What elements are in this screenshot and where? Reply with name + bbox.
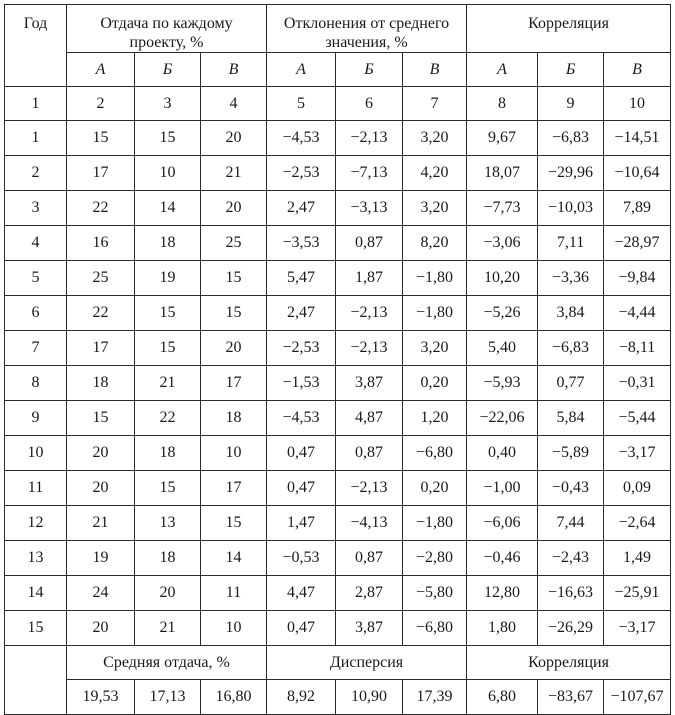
column-number-cell: 8 — [467, 87, 538, 121]
footer-value-cell: 17,39 — [403, 680, 467, 715]
sub-header-cell: Б — [135, 53, 201, 87]
sub-header-cell: Б — [336, 53, 403, 87]
value-cell: 15 — [201, 506, 267, 541]
value-cell: 16 — [67, 226, 135, 261]
value-cell: 22 — [67, 296, 135, 331]
value-cell: 20 — [201, 121, 267, 156]
value-cell: −29,96 — [538, 156, 604, 191]
table-row — [5, 226, 671, 261]
value-cell: 15 — [135, 121, 201, 156]
value-cell: 24 — [67, 576, 135, 611]
year-cell: 14 — [5, 576, 67, 611]
value-cell: 15 — [201, 296, 267, 331]
value-cell: 3,20 — [403, 331, 467, 366]
footer-value-cell: −83,67 — [538, 680, 604, 715]
value-cell: −2,64 — [604, 506, 671, 541]
table-row — [5, 401, 671, 436]
value-cell: −0,31 — [604, 366, 671, 401]
value-cell: 4,20 — [403, 156, 467, 191]
value-cell: 18,07 — [467, 156, 538, 191]
value-cell: −26,29 — [538, 611, 604, 646]
value-cell: 17 — [201, 366, 267, 401]
value-cell: −5,80 — [403, 576, 467, 611]
value-cell: −0,53 — [267, 541, 336, 576]
column-number-cell: 3 — [135, 87, 201, 121]
value-cell: −2,53 — [267, 331, 336, 366]
value-cell: 10 — [135, 156, 201, 191]
value-cell: 0,47 — [267, 436, 336, 471]
year-cell: 11 — [5, 471, 67, 506]
year-cell: 2 — [5, 156, 67, 191]
value-cell: −7,13 — [336, 156, 403, 191]
year-header: Год — [5, 5, 67, 87]
value-cell: 0,87 — [336, 226, 403, 261]
header-row — [5, 5, 671, 53]
table-row — [5, 191, 671, 226]
value-cell: 15 — [201, 261, 267, 296]
data-table — [4, 4, 671, 715]
value-cell: −5,44 — [604, 401, 671, 436]
value-cell: 0,77 — [538, 366, 604, 401]
sub-header-cell: А — [267, 53, 336, 87]
value-cell: 20 — [67, 471, 135, 506]
value-cell: 25 — [67, 261, 135, 296]
column-number-row — [5, 87, 671, 121]
footer-value-cell: 10,90 — [336, 680, 403, 715]
value-cell: 7,44 — [538, 506, 604, 541]
value-cell: −2,13 — [336, 121, 403, 156]
table-row — [5, 121, 671, 156]
value-cell: −5,89 — [538, 436, 604, 471]
column-number-cell: 5 — [267, 87, 336, 121]
deviations-header: Отклонения от среднего значения, % — [267, 5, 467, 53]
value-cell: 15 — [135, 471, 201, 506]
value-cell: 3,87 — [336, 366, 403, 401]
value-cell: 1,49 — [604, 541, 671, 576]
year-cell: 3 — [5, 191, 67, 226]
value-cell: 9,67 — [467, 121, 538, 156]
value-cell: 19 — [67, 541, 135, 576]
value-cell: 4,47 — [267, 576, 336, 611]
value-cell: 21 — [67, 506, 135, 541]
value-cell: −2,53 — [267, 156, 336, 191]
returns-header: Отдача по каждому проекту, % — [67, 5, 267, 53]
value-cell: −10,03 — [538, 191, 604, 226]
value-cell: 18 — [135, 541, 201, 576]
value-cell: 2,87 — [336, 576, 403, 611]
value-cell: 17 — [201, 471, 267, 506]
variance-label: Дисперсия — [267, 646, 467, 680]
value-cell: 1,87 — [336, 261, 403, 296]
value-cell: 15 — [135, 331, 201, 366]
value-cell: −0,43 — [538, 471, 604, 506]
value-cell: −8,11 — [604, 331, 671, 366]
value-cell: −22,06 — [467, 401, 538, 436]
value-cell: −5,93 — [467, 366, 538, 401]
value-cell: −3,36 — [538, 261, 604, 296]
column-number-cell: 6 — [336, 87, 403, 121]
year-cell: 4 — [5, 226, 67, 261]
value-cell: −4,44 — [604, 296, 671, 331]
value-cell: 15 — [135, 296, 201, 331]
value-cell: 12,80 — [467, 576, 538, 611]
value-cell: 3,87 — [336, 611, 403, 646]
footer-value-cell: −107,67 — [604, 680, 671, 715]
year-cell: 13 — [5, 541, 67, 576]
column-number-cell: 2 — [67, 87, 135, 121]
value-cell: 1,20 — [403, 401, 467, 436]
value-cell: −0,46 — [467, 541, 538, 576]
value-cell: −9,84 — [604, 261, 671, 296]
value-cell: 14 — [201, 541, 267, 576]
value-cell: −28,97 — [604, 226, 671, 261]
column-number-cell: 4 — [201, 87, 267, 121]
year-cell: 7 — [5, 331, 67, 366]
column-number-cell: 7 — [403, 87, 467, 121]
value-cell: −6,80 — [403, 436, 467, 471]
value-cell: 20 — [67, 436, 135, 471]
sub-header-cell: А — [67, 53, 135, 87]
year-cell: 8 — [5, 366, 67, 401]
value-cell: 8,20 — [403, 226, 467, 261]
value-cell: 3,84 — [538, 296, 604, 331]
value-cell: 0,87 — [336, 541, 403, 576]
table-row — [5, 471, 671, 506]
footer-value-row — [5, 680, 671, 715]
table-row — [5, 261, 671, 296]
value-cell: −7,73 — [467, 191, 538, 226]
value-cell: 18 — [135, 226, 201, 261]
value-cell: −4,53 — [267, 121, 336, 156]
value-cell: −2,13 — [336, 296, 403, 331]
footer-value-cell: 19,53 — [67, 680, 135, 715]
table-row — [5, 611, 671, 646]
correlation-header: Корреляция — [467, 5, 671, 53]
value-cell: 22 — [135, 401, 201, 436]
value-cell: 0,20 — [403, 366, 467, 401]
value-cell: 10 — [201, 611, 267, 646]
value-cell: −3,53 — [267, 226, 336, 261]
sub-header-cell: В — [403, 53, 467, 87]
table-row — [5, 506, 671, 541]
value-cell: −10,64 — [604, 156, 671, 191]
year-cell: 9 — [5, 401, 67, 436]
value-cell: 3,20 — [403, 121, 467, 156]
value-cell: 1,80 — [467, 611, 538, 646]
value-cell: 0,40 — [467, 436, 538, 471]
sub-header-cell: Б — [538, 53, 604, 87]
value-cell: −3,17 — [604, 611, 671, 646]
column-number-cell: 10 — [604, 87, 671, 121]
sub-header-cell: В — [201, 53, 267, 87]
value-cell: 0,09 — [604, 471, 671, 506]
table-row — [5, 436, 671, 471]
value-cell: 5,84 — [538, 401, 604, 436]
value-cell: 17 — [67, 331, 135, 366]
value-cell: −2,80 — [403, 541, 467, 576]
sub-header-cell: А — [467, 53, 538, 87]
value-cell: −6,80 — [403, 611, 467, 646]
value-cell: −4,53 — [267, 401, 336, 436]
value-cell: 0,87 — [336, 436, 403, 471]
avg-return-label: Средняя отдача, % — [67, 646, 267, 680]
table-row — [5, 156, 671, 191]
value-cell: 10 — [201, 436, 267, 471]
value-cell: 21 — [135, 366, 201, 401]
value-cell: 18 — [135, 436, 201, 471]
value-cell: 21 — [135, 611, 201, 646]
footer-value-cell: 8,92 — [267, 680, 336, 715]
value-cell: 0,47 — [267, 611, 336, 646]
value-cell: −2,13 — [336, 471, 403, 506]
value-cell: −25,91 — [604, 576, 671, 611]
value-cell: −6,83 — [538, 121, 604, 156]
value-cell: −3,17 — [604, 436, 671, 471]
value-cell: 21 — [201, 156, 267, 191]
value-cell: 7,89 — [604, 191, 671, 226]
value-cell: 5,40 — [467, 331, 538, 366]
value-cell: 15 — [67, 401, 135, 436]
footer-value-cell: 16,80 — [201, 680, 267, 715]
value-cell: −6,83 — [538, 331, 604, 366]
value-cell: −4,13 — [336, 506, 403, 541]
year-cell: 10 — [5, 436, 67, 471]
table-row — [5, 541, 671, 576]
footer-value-cell: 6,80 — [467, 680, 538, 715]
value-cell: 7,11 — [538, 226, 604, 261]
value-cell: 3,20 — [403, 191, 467, 226]
year-cell: 12 — [5, 506, 67, 541]
value-cell: −5,26 — [467, 296, 538, 331]
value-cell: −1,80 — [403, 506, 467, 541]
value-cell: −14,51 — [604, 121, 671, 156]
column-number-cell: 1 — [5, 87, 67, 121]
year-cell: 1 — [5, 121, 67, 156]
value-cell: 22 — [67, 191, 135, 226]
value-cell: 14 — [135, 191, 201, 226]
year-cell: 6 — [5, 296, 67, 331]
value-cell: 10,20 — [467, 261, 538, 296]
value-cell: 5,47 — [267, 261, 336, 296]
value-cell: 18 — [67, 366, 135, 401]
value-cell: 25 — [201, 226, 267, 261]
value-cell: 17 — [67, 156, 135, 191]
value-cell: −6,06 — [467, 506, 538, 541]
table-row — [5, 576, 671, 611]
footer-blank-cell — [5, 646, 67, 715]
value-cell: 20 — [135, 576, 201, 611]
value-cell: −1,53 — [267, 366, 336, 401]
value-cell: 19 — [135, 261, 201, 296]
footer-value-cell: 17,13 — [135, 680, 201, 715]
value-cell: −3,13 — [336, 191, 403, 226]
value-cell: 0,47 — [267, 471, 336, 506]
value-cell: 18 — [201, 401, 267, 436]
value-cell: −3,06 — [467, 226, 538, 261]
value-cell: 13 — [135, 506, 201, 541]
value-cell: 15 — [67, 121, 135, 156]
sub-header-cell: В — [604, 53, 671, 87]
value-cell: 0,20 — [403, 471, 467, 506]
year-cell: 5 — [5, 261, 67, 296]
value-cell: 1,47 — [267, 506, 336, 541]
table-row — [5, 331, 671, 366]
value-cell: 20 — [201, 331, 267, 366]
year-cell: 15 — [5, 611, 67, 646]
correlation-label: Корреляция — [467, 646, 671, 680]
footer-label-row — [5, 646, 671, 680]
value-cell: 2,47 — [267, 191, 336, 226]
value-cell: 4,87 — [336, 401, 403, 436]
value-cell: 11 — [201, 576, 267, 611]
sub-header-row — [5, 53, 671, 87]
value-cell: 2,47 — [267, 296, 336, 331]
value-cell: 20 — [201, 191, 267, 226]
table-row — [5, 366, 671, 401]
value-cell: −2,43 — [538, 541, 604, 576]
table-row — [5, 296, 671, 331]
value-cell: −1,80 — [403, 296, 467, 331]
value-cell: 20 — [67, 611, 135, 646]
value-cell: −1,80 — [403, 261, 467, 296]
column-number-cell: 9 — [538, 87, 604, 121]
value-cell: −1,00 — [467, 471, 538, 506]
value-cell: −2,13 — [336, 331, 403, 366]
value-cell: −16,63 — [538, 576, 604, 611]
